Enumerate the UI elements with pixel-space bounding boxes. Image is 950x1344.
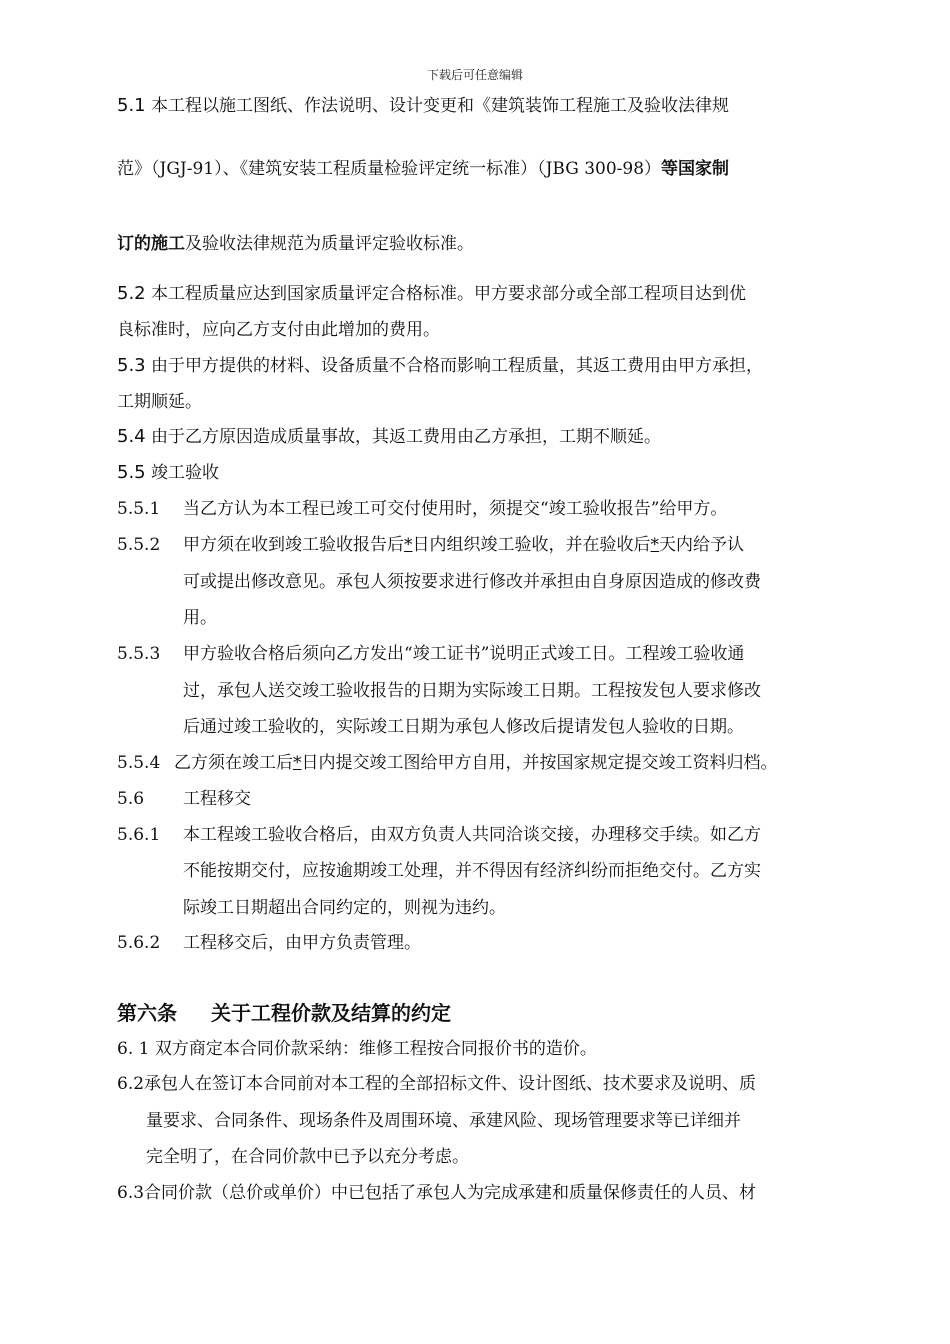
clause-5-3-line-2: 工期顺延。 xyxy=(117,392,202,412)
clause-text: 本工程以施工图纸、作法说明、设计变更和《建筑装饰工程施工及验收法律规 xyxy=(151,96,730,116)
clause-number: 5.3 xyxy=(117,355,146,376)
clause-number: 5.5.4 xyxy=(117,753,161,773)
clause-number: 5.6.2 xyxy=(117,933,161,953)
page-header-note: 下载后可任意编辑 xyxy=(426,68,523,82)
clause-number: 6. 1 xyxy=(117,1039,150,1059)
clause-text: 合同价款（总价或单价）中已包括了承包人为完成承建和质量保修责任的人员、材 xyxy=(144,1183,757,1203)
clause-number: 5.4 xyxy=(117,426,146,447)
clause-6-2-line-2: 量要求、合同条件、现场条件及周围环境、承建风险、现场管理要求等已详细并 xyxy=(146,1111,741,1131)
clause-5-1-line-1 xyxy=(117,95,729,117)
clause-text: 承包人在签订本合同前对本工程的全部招标文件、设计图纸、技术要求及说明、质 xyxy=(144,1074,757,1094)
clause-text: 工程移交后，由甲方负责管理。 xyxy=(183,933,421,953)
clause-text: 乙方须在竣工后 xyxy=(174,753,293,773)
clause-5-6-1-line-1 xyxy=(117,824,761,846)
clause-6-2-line-3: 完全明了，在合同价款中已予以充分考虑。 xyxy=(146,1147,469,1167)
clause-text: 天内给予认 xyxy=(659,535,744,555)
clause-5-1-line-3 xyxy=(117,233,474,255)
clause-5-5-3-line-2: 过，承包人送交竣工验收报告的日期为实际竣工日期。工程按发包人要求修改 xyxy=(183,681,761,701)
clause-number: 5.5.1 xyxy=(117,499,161,519)
clause-title: 竣工验收 xyxy=(151,463,220,483)
clause-text: 本工程质量应达到国家质量评定合格标准。甲方要求部分或全部工程项目达到优 xyxy=(151,284,747,304)
clause-text-bold: 订的施工 xyxy=(117,234,185,254)
clause-5-6-2 xyxy=(117,932,421,954)
clause-number: 6.3 xyxy=(117,1183,145,1203)
clause-6-1 xyxy=(117,1038,597,1060)
clause-5-5-3-line-1 xyxy=(117,643,744,665)
clause-5-2-line-1 xyxy=(117,283,746,305)
clause-5-2-line-2: 良标准时，应向乙方支付由此增加的费用。 xyxy=(117,320,440,340)
article-label: 第六条 xyxy=(117,1001,177,1025)
clause-text: 甲方须在收到竣工验收报告后 xyxy=(183,535,404,555)
blank-days-field: * xyxy=(650,535,659,555)
blank-days-field: * xyxy=(293,753,302,773)
clause-5-5-4 xyxy=(117,752,778,774)
clause-number: 5.6.1 xyxy=(117,825,161,845)
clause-5-4-line-1 xyxy=(117,426,661,448)
blank-days-field: * xyxy=(404,535,413,555)
clause-number: 5.6 xyxy=(117,789,145,809)
clause-number: 5.2 xyxy=(117,283,146,304)
clause-text: 甲方验收合格后须向乙方发出“竣工证书”说明正式竣工日。工程竣工验收通 xyxy=(183,644,745,664)
clause-number: 5.5.2 xyxy=(117,535,161,555)
clause-5-6-1-line-3: 际竣工日期超出合同约定的，则视为违约。 xyxy=(183,898,506,918)
clause-text: 双方商定本合同价款采纳：维修工程按合同报价书的造价。 xyxy=(154,1039,597,1059)
clause-text-bold: 等国家制 xyxy=(661,159,730,179)
clause-title: 工程移交 xyxy=(183,789,251,809)
clause-5-5-2-line-2: 可或提出修改意见。承包人须按要求进行修改并承担由自身原因造成的修改费 xyxy=(183,572,761,592)
clause-text: 日内组织竣工验收，并在验收后 xyxy=(412,535,651,555)
clause-text: 日内提交竣工图给甲方自用，并按国家规定提交竣工资料归档。 xyxy=(301,753,778,773)
clause-text: 本工程竣工验收合格后，由双方负责人共同洽谈交接，办理移交手续。如乙方 xyxy=(183,825,761,845)
clause-6-3-line-1 xyxy=(117,1182,756,1204)
clause-text: 及验收法律规范为质量评定验收标准。 xyxy=(185,234,474,254)
article-title: 关于工程价款及结算的约定 xyxy=(211,1001,451,1025)
clause-text: 由于甲方提供的材料、设备质量不合格而影响工程质量，其返工费用由甲方承担， xyxy=(151,356,764,376)
clause-5-6-heading xyxy=(117,788,251,810)
clause-text: 范》（JGJ-91）、《建筑安装工程质量检验评定统一标准）（JBG 300-98） xyxy=(117,159,662,179)
clause-number: 5.5 xyxy=(117,462,146,483)
clause-5-1-line-2 xyxy=(117,158,729,180)
clause-number: 6.2 xyxy=(117,1074,145,1094)
clause-5-5-2-line-1 xyxy=(117,534,744,556)
clause-text: 当乙方认为本工程已竣工可交付使用时，须提交“竣工验收报告”给甲方。 xyxy=(183,499,728,519)
clause-5-5-3-line-3: 后通过竣工验收的，实际竣工日期为承包人修改后提请发包人验收的日期。 xyxy=(183,717,744,737)
article-6-heading xyxy=(117,1000,451,1026)
clause-5-5-1 xyxy=(117,498,727,520)
clause-5-3-line-1 xyxy=(117,355,763,377)
clause-5-5-2-line-3: 用。 xyxy=(183,608,217,628)
clause-text: 由于乙方原因造成质量事故，其返工费用由乙方承担，工期不顺延。 xyxy=(151,427,662,447)
clause-6-2-line-1 xyxy=(117,1073,756,1095)
clause-5-5-heading xyxy=(117,462,219,484)
clause-number: 5.5.3 xyxy=(117,644,161,664)
clause-5-6-1-line-2: 不能按期交付，应按逾期竣工处理，并不得因有经济纠纷而拒绝交付。乙方实 xyxy=(183,861,761,881)
clause-number: 5.1 xyxy=(117,95,146,116)
